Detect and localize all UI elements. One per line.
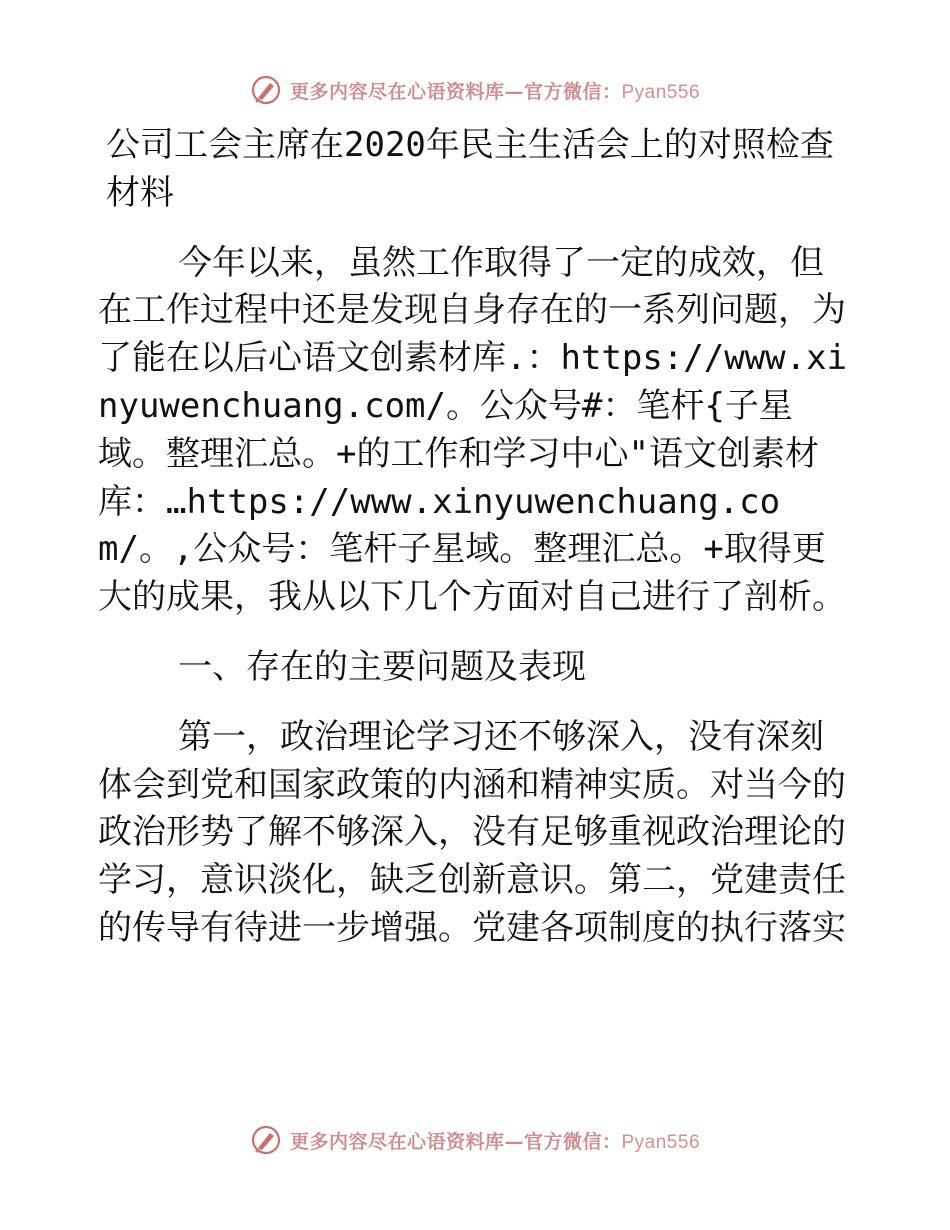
footer-watermark	[0, 1120, 950, 1160]
watermark-text: 更多内容尽在心语资料库—官方微信：Pyan556	[289, 1130, 701, 1153]
document-title: 公司工会主席在2020年民主生活会上的对照检查材料	[106, 125, 834, 213]
watermark-text: 更多内容尽在心语资料库—官方微信：Pyan556	[289, 80, 701, 103]
header-watermark	[0, 70, 950, 110]
section-paragraph: 第一，政治理论学习还不够深入，没有深刻体会到党和国家政策的内涵和精神实质。对当今的政治形势了解不够深入，没有足够重视政治理论的学习，意识淡化，缺乏创新意识。第二，党建责任的传导有待进一步增强。党建各项制度的执行落实	[98, 716, 846, 948]
quill-pen-seal-icon	[250, 1124, 282, 1156]
intro-paragraph: 今年以来，虽然工作取得了一定的成效，但在工作过程中还是发现自身存在的一系列问题，为了能在以后心语文创素材库.：https://www.xinyuwenchuang.com/。公众号#：笔杆{子星域。整理汇总。+的工作和学习中心"语文创素材库：…https://www.xinyuwenchuang.com/。,公众号：笔杆子星域。整理汇总。+取得更大的成果，我从以下几个方面对自己进行了剖析。	[98, 242, 848, 618]
quill-pen-seal-icon	[250, 74, 282, 106]
document-body	[98, 122, 850, 953]
section-heading: 一、存在的主要问题及表现	[178, 646, 586, 687]
